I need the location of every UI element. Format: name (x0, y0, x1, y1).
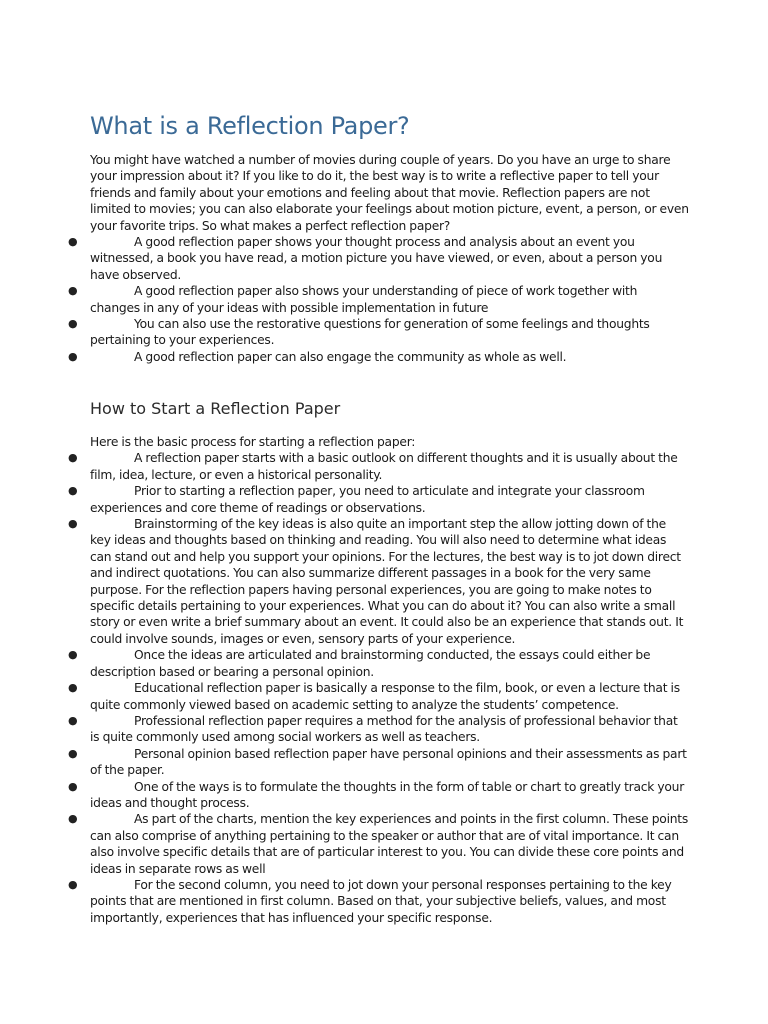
bullet-icon: ● (68, 713, 78, 727)
intro-paragraph: Here is the basic process for starting a reflection paper: (90, 435, 416, 449)
list-item: ● A reflection paper starts with a basic outlook on different thoughts and it is usually about the film, idea, lecture, or even a historical personality. (68, 451, 678, 482)
list-item: ● Brainstorming of the key ideas is also quite an important step the allow jotting down of the key ideas and thoughts based on thinking and reading. You will also need to determine what ideas can stand out and help you support your opinions. For the lectures, the best way is to jot down direct and indirect quotations. You can also summarize different passages in a book for the very same purpose. For the reflection papers having personal experiences, you are going to make notes to specific details pertaining to your experiences. What you can do about it? You can also write a small story or even write a brief summary about an event. It could also be an experience that stands out. It could involve sounds, images or even, sensory parts of your experience. (68, 517, 684, 646)
section-heading-what-is: What is a Reflection Paper? (90, 112, 410, 140)
section-heading-how-to-start: How to Start a Reflection Paper (90, 399, 341, 418)
list-item: ● One of the ways is to formulate the thoughts in the form of table or chart to greatly track your ideas and thought process. (68, 779, 685, 810)
intro-paragraph: You might have watched a number of movies during couple of years. Do you have an urge to share your impression about it? If you like to do it, the best way is to write a reflective paper to tell your friends and family about your emotions and feeling about that movie. Reflection papers are not limited to movies; you can also elaborate your feelings about motion picture, event, a person, or even your favorite trips. So what makes a perfect reflection paper? (90, 153, 689, 233)
bullet-icon: ● (68, 284, 78, 298)
bullet-icon: ● (68, 648, 78, 662)
list-item: ● For the second column, you need to jot down your personal responses pertaining to the key points that are mentioned in first column. Based on that, your subjective beliefs, values, and most importantly, experiences that has influenced your specific response. (68, 877, 672, 925)
bullet-icon: ● (68, 235, 78, 249)
list-item: ● A good reflection paper also shows your understanding of piece of work together with changes in any of your ideas with possible implementation in future (68, 284, 638, 315)
bullet-icon: ● (68, 877, 78, 891)
bullet-icon: ● (68, 812, 78, 826)
bullet-icon: ● (68, 681, 78, 695)
list-item: ● As part of the charts, mention the key experiences and points in the first column. These points can also comprise of anything pertaining to the speaker or author that are of vital importance. It can also involve specific details that are of particular interest to you. You can divide these core points and ideas in separate rows as well (68, 812, 689, 876)
list-item: ● Professional reflection paper requires a method for the analysis of professional behavior that is quite commonly used among social workers as well as teachers. (68, 713, 678, 745)
list-item: ● You can also use the restorative questions for generation of some feelings and thoughts pertaining to your experiences. (68, 317, 650, 348)
bullet-list (68, 450, 690, 926)
list-item: ● A good reflection paper can also engage the community as whole as well. (68, 349, 567, 364)
bullet-icon: ● (68, 317, 78, 331)
bullet-icon: ● (68, 746, 78, 760)
list-item: ● Personal opinion based reflection paper have personal opinions and their assessments as part of the paper. (68, 746, 687, 778)
list-item: ● Educational reflection paper is basically a response to the film, book, or even a lecture that is quite commonly viewed based on academic setting to analyze the students’ competence. (68, 681, 680, 712)
bullet-icon: ● (68, 484, 78, 498)
list-item: ● Prior to starting a reflection paper, you need to articulate and integrate your classroom experiences and core theme of readings or observations. (68, 484, 645, 515)
bullet-icon: ● (68, 349, 78, 363)
list-item: ● Once the ideas are articulated and brainstorming conducted, the essays could either be description based or bearing a personal opinion. (68, 648, 651, 679)
section-body-how-to-start (68, 434, 690, 926)
bullet-icon: ● (68, 451, 78, 465)
bullet-list (68, 234, 690, 365)
list-item: ● A good reflection paper shows your thought process and analysis about an event you witnessed, a book you have read, a motion picture you have viewed, or even, about a person you have observed. (68, 235, 663, 282)
bullet-icon: ● (68, 779, 78, 793)
section-body-what-is (68, 152, 690, 365)
bullet-icon: ● (68, 517, 78, 531)
